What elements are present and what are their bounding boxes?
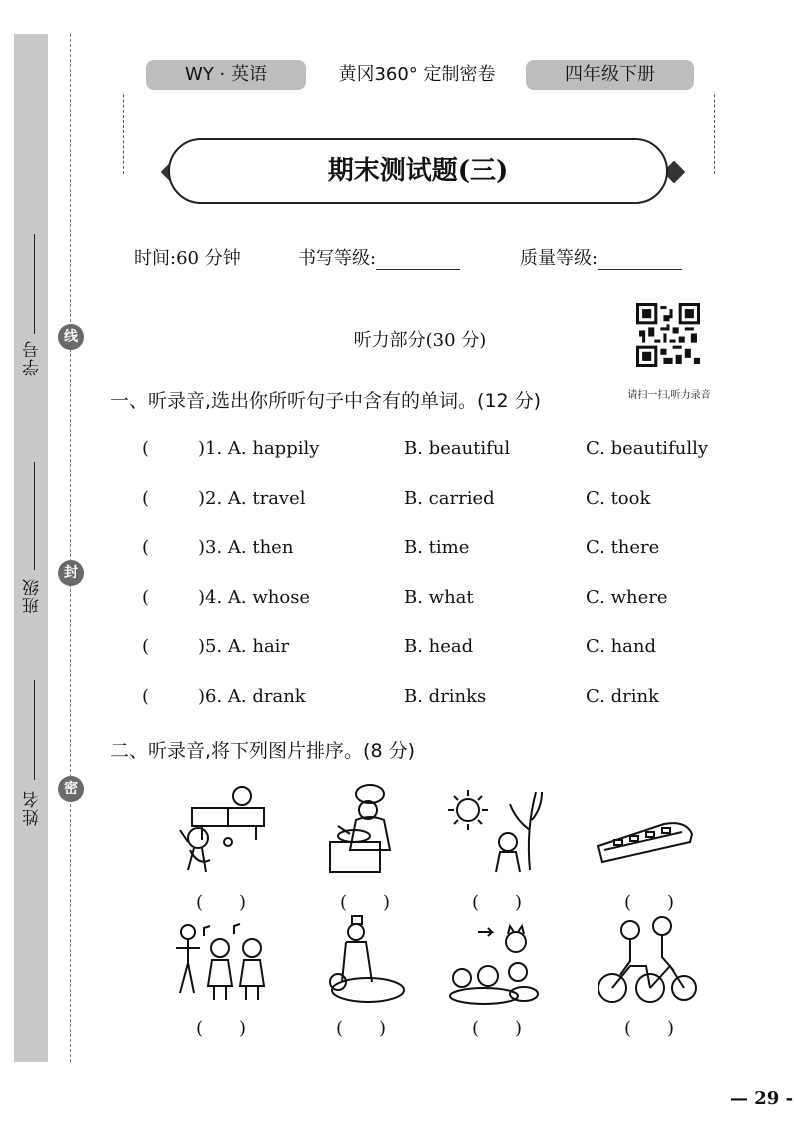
quality-grade-blank[interactable] bbox=[598, 249, 682, 270]
option-b: B. head bbox=[404, 636, 474, 657]
cut-line bbox=[70, 34, 71, 1062]
grade-badge: 四年级下册 bbox=[526, 60, 694, 90]
cats-picture-icon bbox=[444, 916, 544, 1012]
answer-blank[interactable]: ( ) bbox=[623, 1018, 675, 1039]
answer-blank[interactable]: ( ) bbox=[335, 1018, 387, 1039]
option-a: )1. A. happily bbox=[198, 438, 320, 459]
quality-grade-label: 质量等级: bbox=[520, 248, 599, 269]
name-label: 姓名 bbox=[23, 790, 43, 826]
answer-blank[interactable]: ( ) bbox=[471, 1018, 523, 1039]
answer-paren[interactable]: ( bbox=[142, 686, 150, 707]
option-b: B. what bbox=[404, 587, 474, 608]
cooking-picture-icon bbox=[320, 780, 420, 876]
section1-heading: 一、听录音,选出你所听句子中含有的单词。(12 分) bbox=[110, 390, 542, 412]
writing-grade-blank[interactable] bbox=[376, 249, 460, 270]
option-c: C. hand bbox=[586, 636, 657, 657]
page-number: — 29 - bbox=[730, 1088, 794, 1109]
question-row bbox=[142, 636, 742, 666]
student-id-label: 学号 bbox=[23, 340, 43, 376]
listening-title: 听力部分(30 分) bbox=[353, 330, 487, 351]
question-row bbox=[142, 488, 742, 518]
question-row bbox=[142, 537, 742, 567]
answer-paren[interactable]: ( bbox=[142, 488, 150, 509]
page-title: 期末测试题(三) bbox=[168, 138, 668, 204]
option-c: C. drink bbox=[586, 686, 659, 707]
question-row bbox=[142, 587, 742, 617]
answer-blank[interactable]: ( ) bbox=[623, 892, 675, 913]
section2-heading: 二、听录音,将下列图片排序。(8 分) bbox=[110, 740, 415, 762]
seal-badge-seal: 封 bbox=[58, 560, 84, 586]
answer-blank[interactable]: ( ) bbox=[339, 892, 391, 913]
time-info: 时间:60 分钟 bbox=[134, 248, 241, 269]
answer-paren[interactable]: ( bbox=[142, 537, 150, 558]
cycling-picture-icon bbox=[598, 912, 698, 1008]
writing-grade bbox=[298, 244, 460, 270]
answer-paren[interactable]: ( bbox=[142, 636, 150, 657]
answer-blank[interactable]: ( ) bbox=[195, 892, 247, 913]
qr-code-icon[interactable] bbox=[636, 303, 700, 367]
option-b: B. drinks bbox=[404, 686, 487, 707]
question-row bbox=[142, 686, 742, 716]
option-a: )5. A. hair bbox=[198, 636, 290, 657]
binding-strip bbox=[14, 34, 48, 1062]
answer-blank[interactable]: ( ) bbox=[471, 892, 523, 913]
class-label: 班级 bbox=[23, 578, 43, 614]
subject-badge: WY · 英语 bbox=[146, 60, 306, 90]
option-a: )4. A. whose bbox=[198, 587, 311, 608]
dancing-singing-picture-icon bbox=[168, 914, 268, 1010]
option-a: )6. A. drank bbox=[198, 686, 306, 707]
option-c: C. there bbox=[586, 537, 660, 558]
name-line bbox=[34, 680, 35, 780]
series-name: 黄冈360° 定制密卷 bbox=[338, 64, 496, 85]
qr-caption: 请扫一扫,听力录音 bbox=[627, 390, 711, 401]
sunny-day-picture-icon bbox=[446, 780, 546, 876]
option-b: B. time bbox=[404, 537, 470, 558]
answer-paren[interactable]: ( bbox=[142, 587, 150, 608]
option-a: )2. A. travel bbox=[198, 488, 306, 509]
option-c: C. beautifully bbox=[586, 438, 709, 459]
question-row bbox=[142, 438, 742, 468]
answer-blank[interactable]: ( ) bbox=[195, 1018, 247, 1039]
doctor-picture-icon bbox=[318, 912, 418, 1008]
seal-badge-close: 密 bbox=[58, 776, 84, 802]
class-line bbox=[34, 462, 35, 570]
answer-paren[interactable]: ( bbox=[142, 438, 150, 459]
option-b: B. beautiful bbox=[404, 438, 511, 459]
writing-grade-label: 书写等级: bbox=[298, 248, 377, 269]
quality-grade bbox=[520, 244, 682, 270]
option-c: C. took bbox=[586, 488, 651, 509]
student-id-line bbox=[34, 234, 35, 334]
table-tennis-picture-icon bbox=[172, 780, 272, 876]
train-picture-icon bbox=[594, 790, 694, 886]
option-b: B. carried bbox=[404, 488, 495, 509]
seal-badge-line: 线 bbox=[58, 324, 84, 350]
option-a: )3. A. then bbox=[198, 537, 294, 558]
option-c: C. where bbox=[586, 587, 668, 608]
